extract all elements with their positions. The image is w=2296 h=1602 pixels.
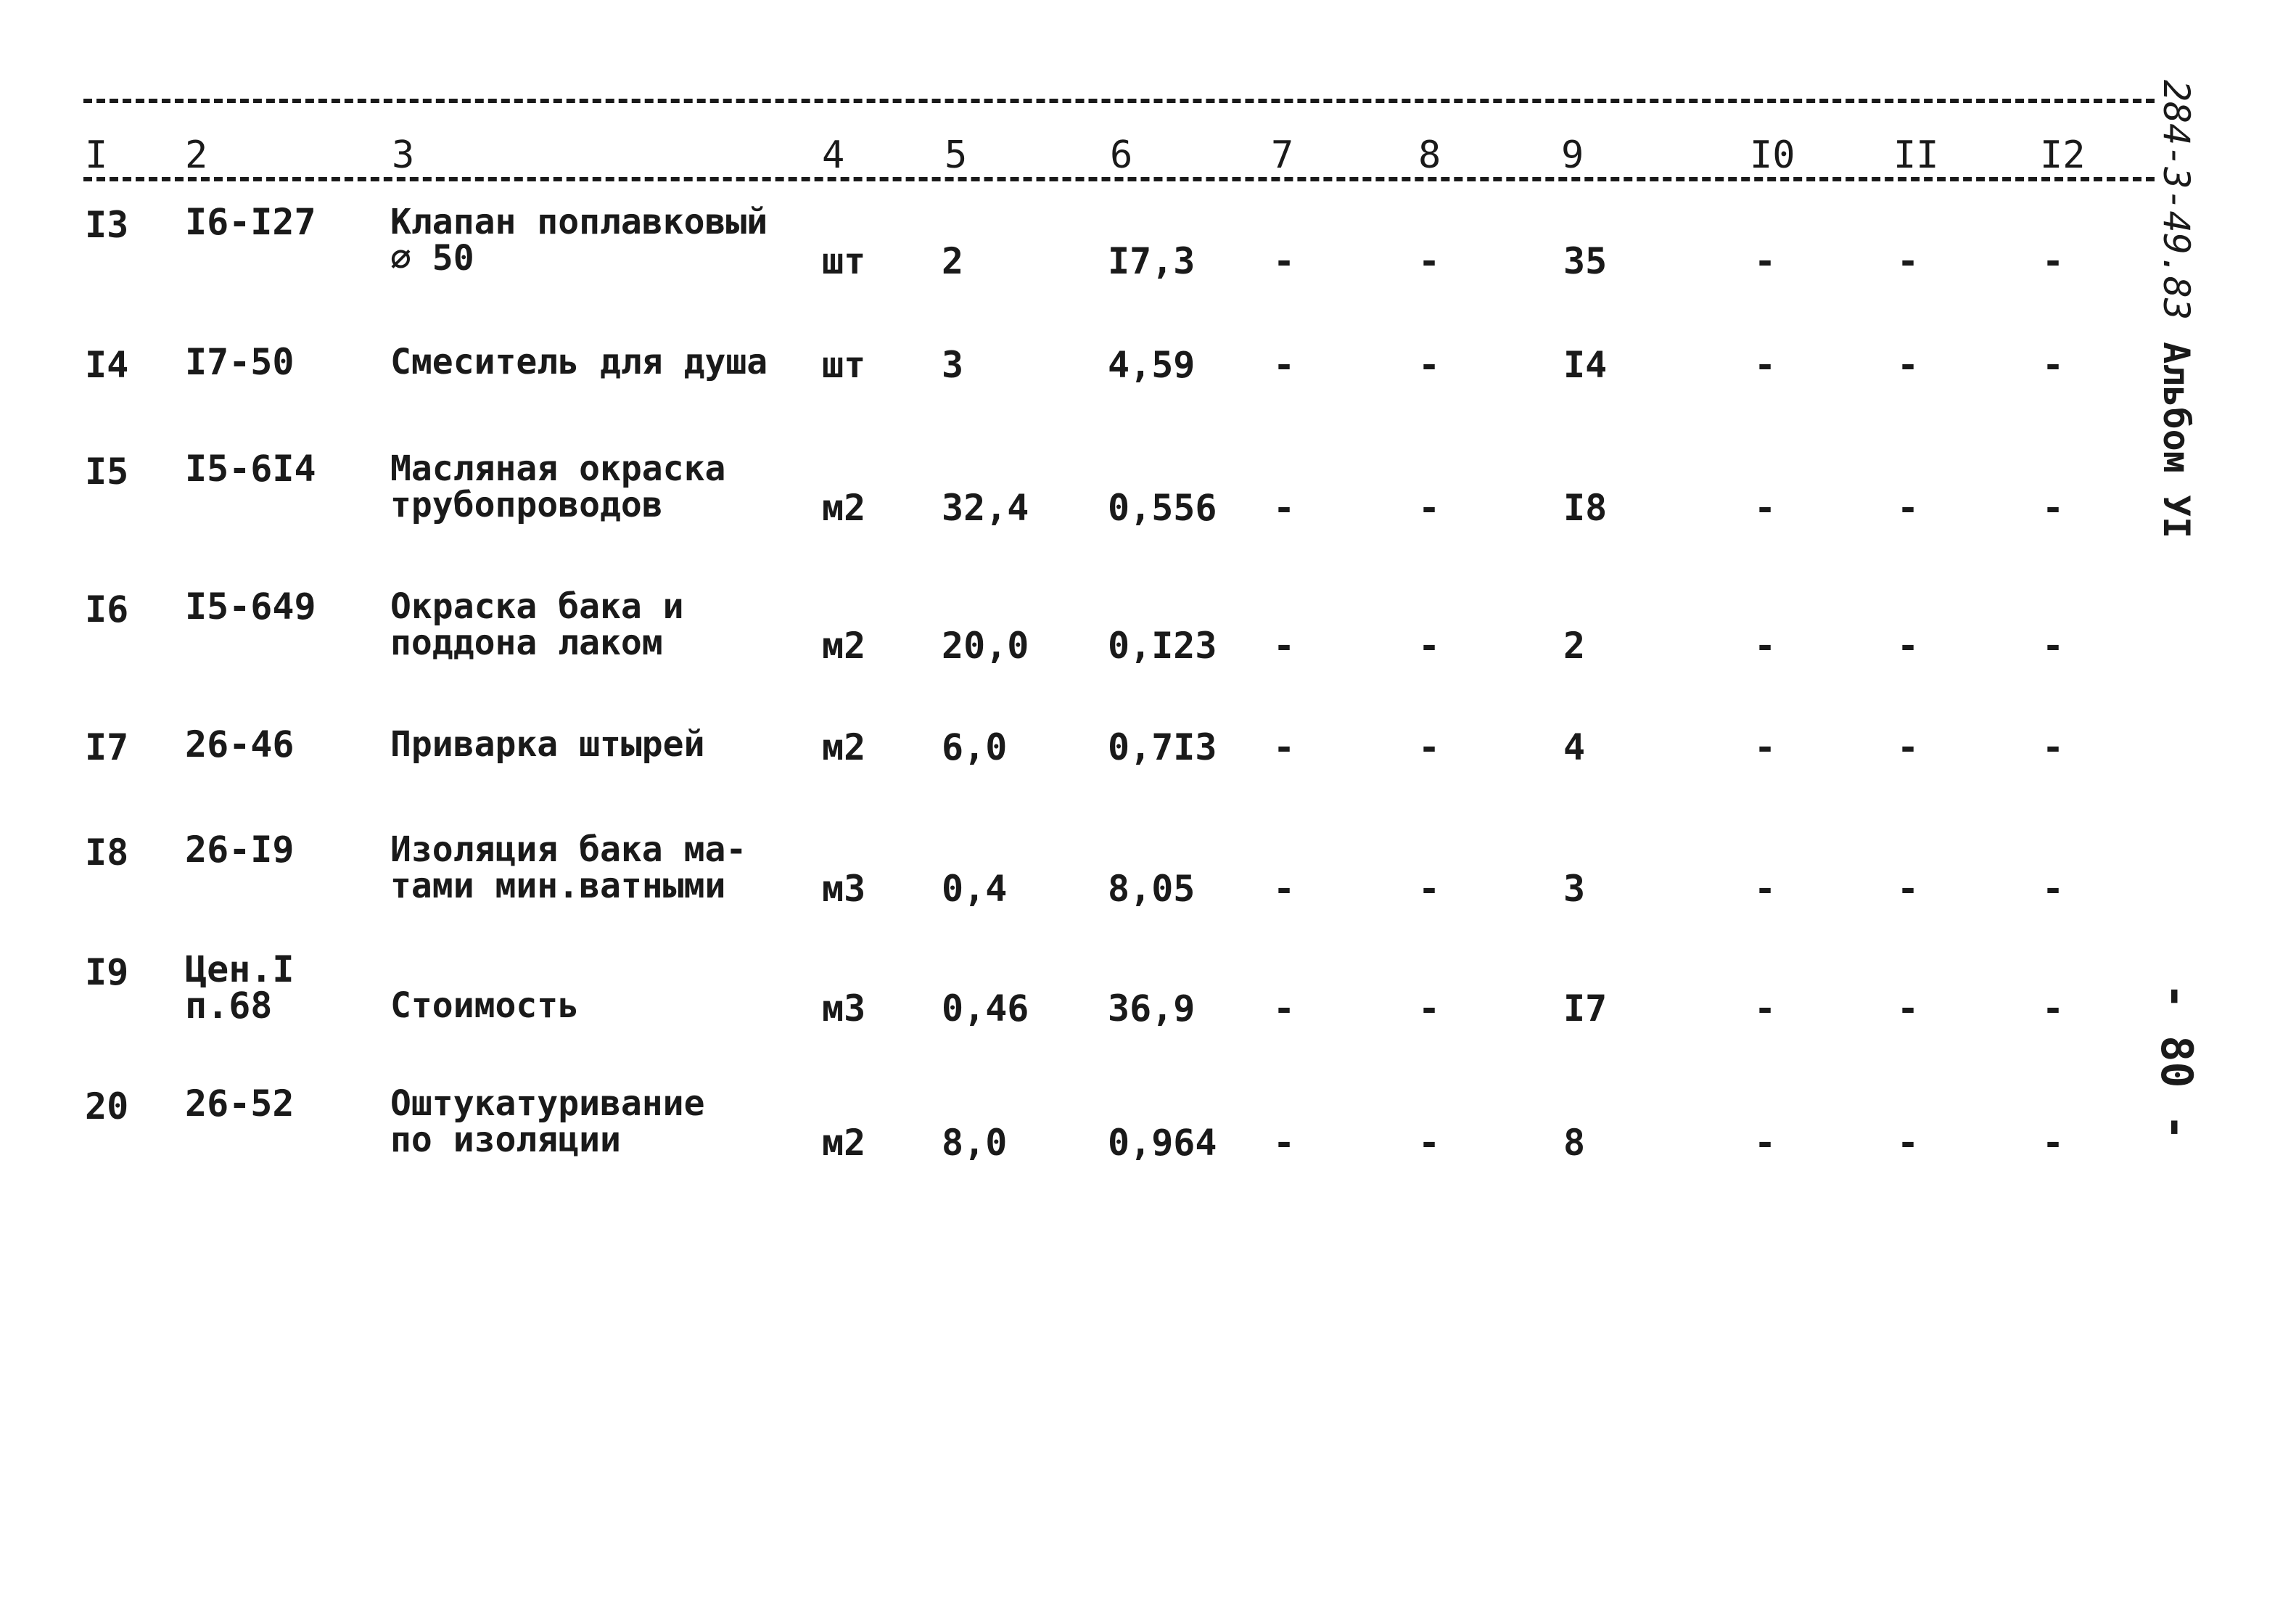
- description-line: Окраска бака и: [390, 586, 684, 627]
- quantity-cell: 20,0: [942, 625, 1029, 667]
- work-description: [390, 448, 726, 525]
- col6-cell: 0,964: [1108, 1122, 1217, 1164]
- col8-cell: -: [1418, 240, 1441, 282]
- col11-cell: -: [1897, 868, 1919, 910]
- col12-cell: -: [2042, 726, 2065, 768]
- col7-cell: -: [1273, 987, 1296, 1030]
- description-line: трубопроводов: [390, 485, 663, 525]
- row-number: I6: [85, 588, 129, 630]
- unit-cell: шт: [822, 344, 866, 386]
- col10-cell: -: [1754, 625, 1777, 667]
- col12-cell: -: [2042, 868, 2065, 910]
- col6-cell: 4,59: [1108, 344, 1196, 386]
- col7-cell: -: [1273, 240, 1296, 282]
- rate-code: [185, 948, 295, 1027]
- work-description: [390, 588, 684, 661]
- col7-cell: -: [1273, 726, 1296, 768]
- col11-cell: -: [1897, 625, 1919, 667]
- quantity-cell: 0,46: [942, 987, 1029, 1030]
- description-line: Оштукатуривание: [390, 1083, 705, 1124]
- column-header-4: 4: [822, 134, 845, 177]
- rate-code: [185, 586, 316, 628]
- description-line: ⌀ 50: [390, 238, 474, 279]
- col11-cell: -: [1897, 344, 1919, 386]
- col8-cell: -: [1418, 1122, 1441, 1164]
- rate-code-line: 26-52: [185, 1083, 295, 1125]
- page-number: - 80 -: [2151, 983, 2202, 1141]
- col6-cell: 0,7I3: [1108, 726, 1217, 768]
- col9-cell: I7: [1563, 987, 1608, 1030]
- col11-cell: -: [1897, 726, 1919, 768]
- col9-cell: I4: [1563, 344, 1608, 386]
- rate-code-line: I7-50: [185, 341, 295, 383]
- col10-cell: -: [1754, 1122, 1777, 1164]
- unit-cell: м3: [822, 868, 866, 910]
- unit-cell: м2: [822, 726, 866, 768]
- description-line: Масляная окраска: [390, 448, 726, 489]
- description-line: Смеситель для душа: [390, 342, 768, 382]
- quantity-cell: 3: [942, 344, 964, 386]
- col10-cell: -: [1754, 487, 1777, 529]
- col11-cell: -: [1897, 487, 1919, 529]
- unit-cell: шт: [822, 240, 866, 282]
- column-header-7: 7: [1271, 134, 1294, 177]
- column-header-6: 6: [1110, 134, 1133, 177]
- col7-cell: -: [1273, 487, 1296, 529]
- description-line: Приварка штырей: [390, 724, 705, 765]
- col12-cell: -: [2042, 240, 2065, 282]
- col11-cell: -: [1897, 240, 1919, 282]
- col8-cell: -: [1418, 344, 1441, 386]
- work-description: [390, 344, 768, 380]
- row-number: I8: [85, 831, 129, 874]
- col9-cell: 3: [1563, 868, 1586, 910]
- col9-cell: 2: [1563, 625, 1586, 667]
- rate-code-line: 26-I9: [185, 829, 295, 871]
- work-description: [390, 1085, 704, 1158]
- rate-code-line: I5-649: [185, 586, 316, 628]
- description-line: Клапан поплавковый: [390, 202, 768, 242]
- rate-code-line: п.68: [185, 985, 273, 1027]
- unit-cell: м2: [822, 1122, 866, 1164]
- column-header-2: 2: [185, 134, 208, 177]
- quantity-cell: 2: [942, 240, 964, 282]
- col8-cell: -: [1418, 868, 1441, 910]
- col12-cell: -: [2042, 487, 2065, 529]
- col7-cell: -: [1273, 868, 1296, 910]
- rate-code: [185, 448, 316, 490]
- col6-cell: 0,I23: [1108, 625, 1217, 667]
- col12-cell: -: [2042, 987, 2065, 1030]
- col6-cell: 8,05: [1108, 868, 1196, 910]
- quantity-cell: 6,0: [942, 726, 1008, 768]
- col10-cell: -: [1754, 726, 1777, 768]
- description-line: тами мин.ватными: [390, 866, 726, 906]
- row-number: I7: [85, 726, 129, 768]
- rate-code: [185, 829, 295, 871]
- rate-code-line: Цен.I: [185, 948, 295, 990]
- column-header-8: 8: [1418, 134, 1441, 177]
- col9-cell: 4: [1563, 726, 1586, 768]
- work-description: [390, 831, 746, 904]
- row-number: I5: [85, 451, 129, 493]
- row-number: I4: [85, 344, 129, 386]
- col7-cell: -: [1273, 1122, 1296, 1164]
- document-code-label: [2151, 80, 2202, 559]
- column-header-5: 5: [945, 134, 968, 177]
- column-header-3: 3: [392, 134, 415, 177]
- row-number: 20: [85, 1085, 129, 1127]
- column-header-1: I: [85, 134, 108, 177]
- description-line: по изоляции: [390, 1120, 621, 1160]
- col11-cell: -: [1897, 1122, 1919, 1164]
- unit-cell: м2: [822, 487, 866, 529]
- col8-cell: -: [1418, 487, 1441, 529]
- col8-cell: -: [1418, 726, 1441, 768]
- rate-code: [185, 1083, 295, 1125]
- description-line: Изоляция бака ма-: [390, 829, 747, 870]
- quantity-cell: 0,4: [942, 868, 1008, 910]
- document-code: 284-3-49.83: [2155, 80, 2197, 321]
- rate-code-line: I6-I27: [185, 201, 316, 243]
- col9-cell: 35: [1563, 240, 1608, 282]
- col7-cell: -: [1273, 625, 1296, 667]
- description-line: поддона лаком: [390, 623, 663, 663]
- row-number: I3: [85, 204, 129, 246]
- col8-cell: -: [1418, 987, 1441, 1030]
- col6-cell: 0,556: [1108, 487, 1217, 529]
- header-top-rule: [83, 99, 2155, 103]
- unit-cell: м2: [822, 625, 866, 667]
- header-bottom-rule: [83, 177, 2155, 181]
- col12-cell: -: [2042, 625, 2065, 667]
- column-header-12: I2: [2040, 134, 2086, 177]
- rate-code: [185, 723, 295, 765]
- work-description: [390, 726, 704, 763]
- rate-code: [185, 341, 295, 383]
- work-description: [390, 987, 579, 1024]
- column-header-10: I0: [1750, 134, 1795, 177]
- rate-code-line: I5-6I4: [185, 448, 316, 490]
- col10-cell: -: [1754, 868, 1777, 910]
- work-description: [390, 202, 768, 279]
- rate-code: [185, 201, 316, 243]
- col11-cell: -: [1897, 987, 1919, 1030]
- col9-cell: 8: [1563, 1122, 1586, 1164]
- col10-cell: -: [1754, 987, 1777, 1030]
- col10-cell: -: [1754, 240, 1777, 282]
- unit-cell: м3: [822, 987, 866, 1030]
- rate-code-line: 26-46: [185, 723, 295, 765]
- row-number: I9: [85, 951, 129, 993]
- col8-cell: -: [1418, 625, 1441, 667]
- col7-cell: -: [1273, 344, 1296, 386]
- quantity-cell: 8,0: [942, 1122, 1008, 1164]
- column-header-11: II: [1893, 134, 1939, 177]
- col12-cell: -: [2042, 1122, 2065, 1164]
- quantity-cell: 32,4: [942, 487, 1029, 529]
- col6-cell: 36,9: [1108, 987, 1196, 1030]
- description-line: Стоимость: [390, 985, 580, 1026]
- col12-cell: -: [2042, 344, 2065, 386]
- col6-cell: I7,3: [1108, 240, 1196, 282]
- col10-cell: -: [1754, 344, 1777, 386]
- column-header-9: 9: [1561, 134, 1584, 177]
- album-label: Альбом УI: [2155, 342, 2197, 539]
- col9-cell: I8: [1563, 487, 1608, 529]
